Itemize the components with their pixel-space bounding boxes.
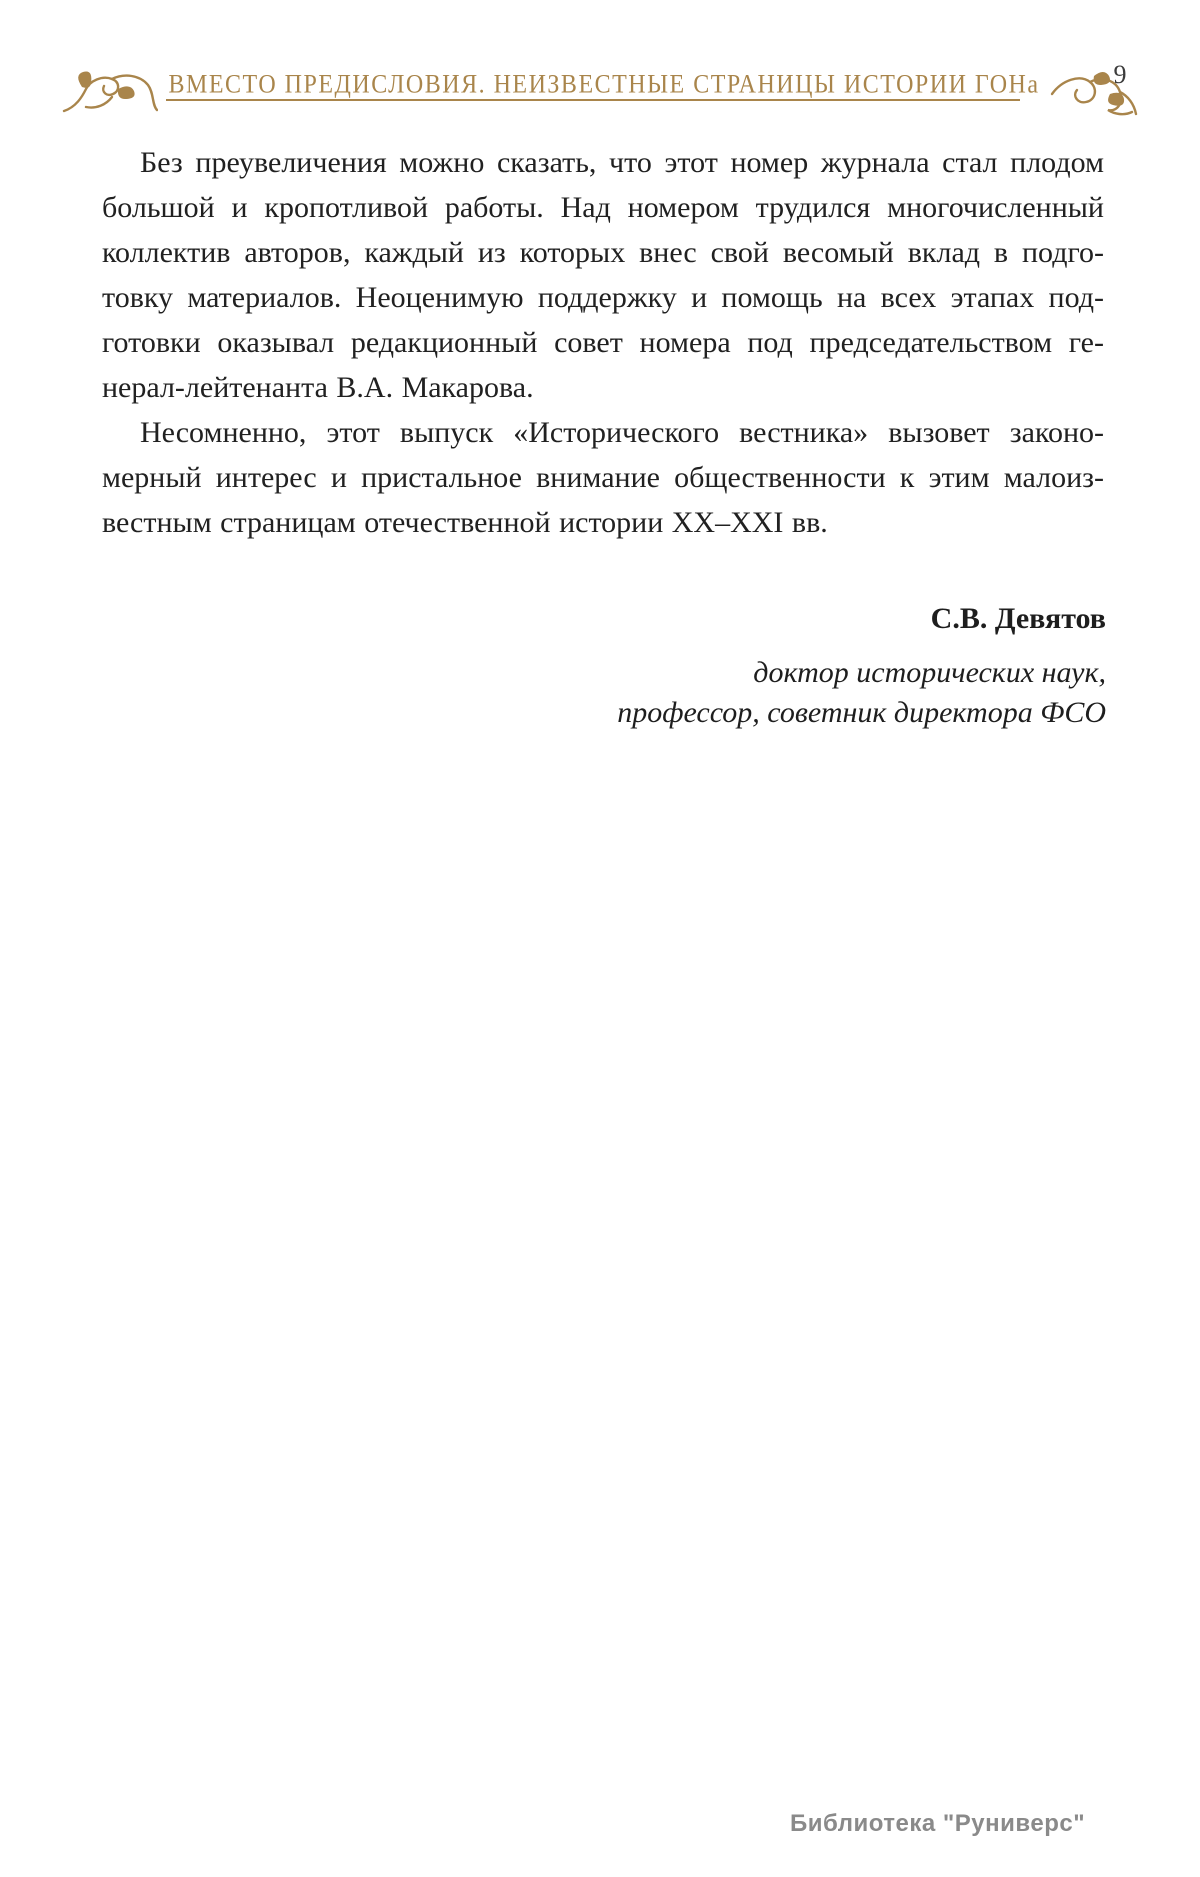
page-number: 9	[1113, 60, 1127, 89]
header-ornament-right-icon	[1050, 68, 1138, 127]
body-line-3: коллектив авторов, каждый из которых внес свой весомый вклад в подго-	[102, 236, 1104, 269]
page-header	[0, 56, 1200, 115]
signature-title-line-1: доктор исторических наук,	[753, 656, 1106, 689]
signature-name: С.В. Девятов	[930, 602, 1106, 635]
library-watermark: Библиотека "Руниверс"	[790, 1810, 1086, 1837]
body-line-5: готовки оказывал редакционный совет номера под председательством ге-	[102, 326, 1104, 359]
signature-title-line-2: профессор, советник директора ФСО	[617, 696, 1106, 729]
body-line-2: большой и кропотливой работы. Над номером трудился многочисленный	[102, 191, 1104, 224]
body-line-6: нерал-лейтенанта В.А. Макарова.	[102, 371, 534, 404]
body-line-9: вестным страницам отечественной истории XX–XXI вв.	[102, 506, 828, 539]
signature-block	[102, 602, 1106, 733]
header-ornament-left-icon	[62, 67, 158, 122]
body-line-1: Без преувеличения можно сказать, что этот номер журнала стал плодом	[140, 146, 1104, 179]
body-line-4: товку материалов. Неоценимую поддержку и помощь на всех этапах под-	[102, 281, 1104, 314]
body-text	[102, 140, 1104, 545]
running-header-title: ВМЕСТО ПРЕДИСЛОВИЯ. НЕИЗВЕСТНЫЕ СТРАНИЦЫ ИСТОРИИ ГОНа	[168, 70, 1040, 99]
body-line-8: мерный интерес и пристальное внимание общественности к этим малоиз-	[102, 461, 1104, 494]
body-line-7: Несомненно, этот выпуск «Исторического вестника» вызовет законо-	[140, 416, 1104, 449]
